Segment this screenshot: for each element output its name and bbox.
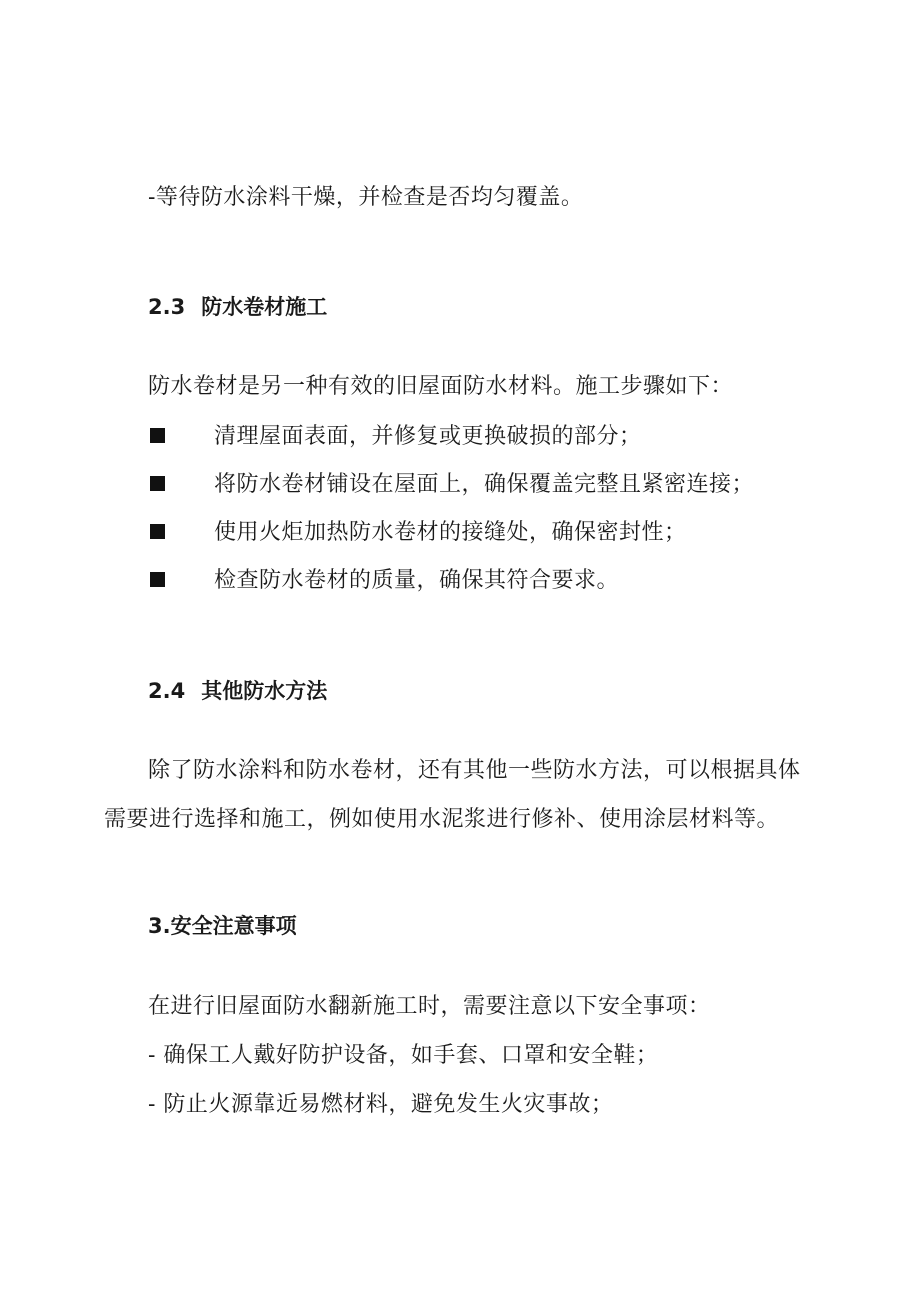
section-3-item: - 确保工人戴好防护设备，如手套、口罩和安全鞋； [148,1043,659,1068]
list-item-text: 将防水卷材铺设在屋面上，确保覆盖完整且紧密连接； [214,472,755,497]
list-item [150,470,755,500]
list-item [150,566,620,596]
section-2-4-number: 2.4 [148,679,186,703]
section-3-heading: 3.安全注意事项 [148,914,297,938]
list-item [150,422,642,452]
section-2-3-title: 防水卷材施工 [201,295,328,319]
list-item-text: 检查防水卷材的质量，确保其符合要求。 [214,568,620,593]
square-bullet-icon [150,476,165,491]
section-2-4-title: 其他防水方法 [201,679,328,703]
intro-line: -等待防水涂料干燥，并检查是否均匀覆盖。 [148,185,584,210]
list-item-text: 使用火炬加热防水卷材的接缝处，确保密封性； [214,520,687,545]
section-3-intro: 在进行旧屋面防水翻新施工时，需要注意以下安全事项： [148,994,711,1019]
section-2-3-intro: 防水卷材是另一种有效的旧屋面防水材料。施工步骤如下： [148,374,734,399]
section-2-4-paragraph-line-2: 需要进行选择和施工，例如使用水泥浆进行修补、使用涂层材料等。 [104,807,780,832]
section-2-4-paragraph-line-1: 除了防水涂料和防水卷材，还有其他一些防水方法，可以根据具体 [148,758,801,783]
square-bullet-icon [150,572,165,587]
section-2-3-heading [148,292,327,322]
list-item [150,518,687,548]
section-2-3-number: 2.3 [148,295,186,319]
section-3-item: - 防止火源靠近易燃材料，避免发生火灾事故； [148,1092,614,1117]
section-2-4-heading [148,676,327,706]
list-item-text: 清理屋面表面，并修复或更换破损的部分； [214,424,642,449]
square-bullet-icon [150,524,165,539]
square-bullet-icon [150,428,165,443]
